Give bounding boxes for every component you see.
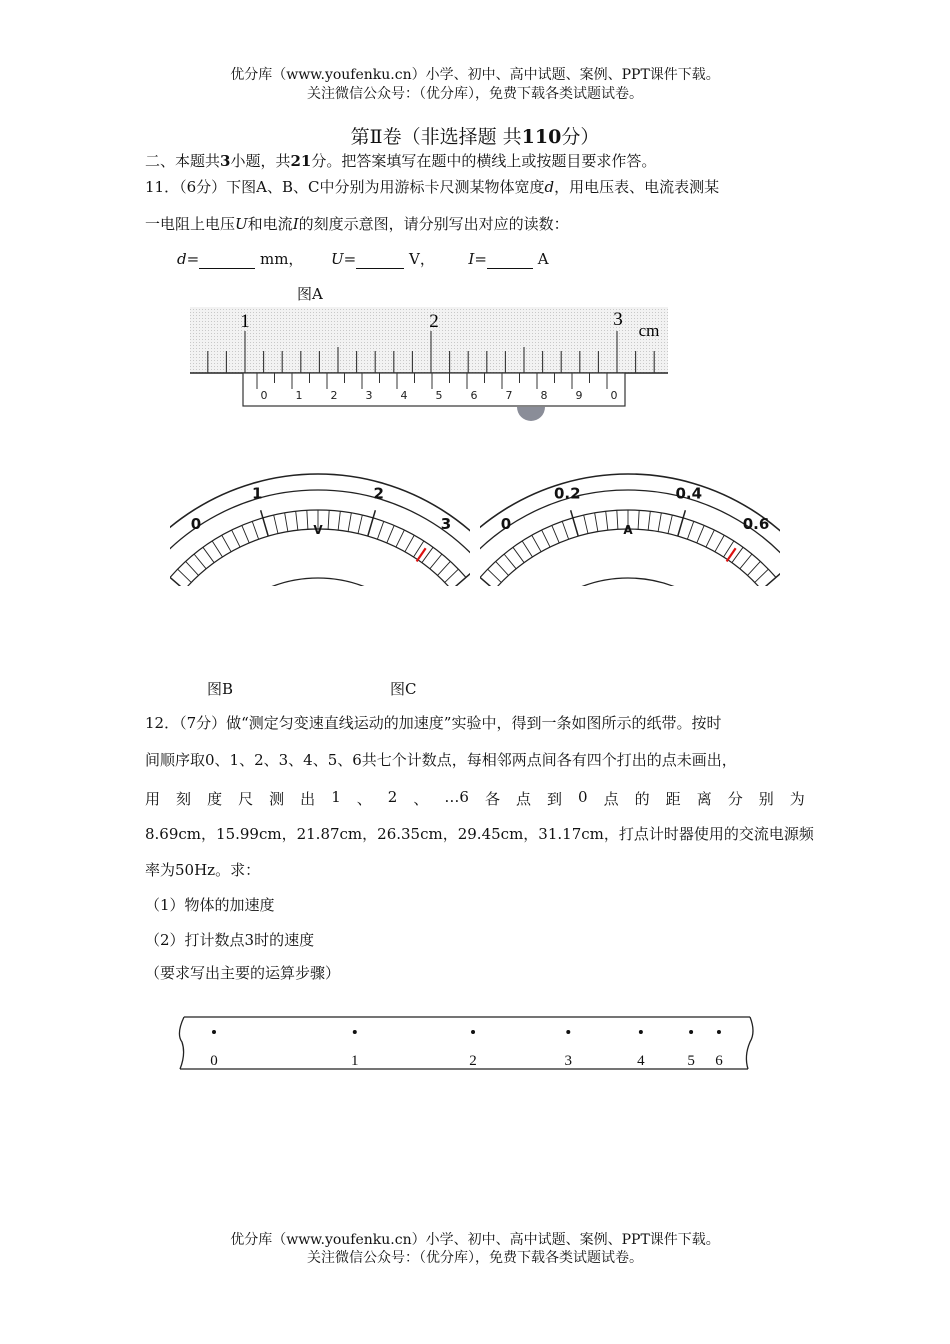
ammeter-symbol: A: [623, 523, 633, 537]
q12-line-3-word: 各: [484, 790, 500, 808]
q12-line-3-word: 尺: [238, 790, 254, 808]
meter-label: 0: [190, 515, 202, 533]
q12-line-3-word: 的: [634, 790, 650, 808]
tape-label: 0: [210, 1053, 218, 1069]
q12-line-3-word: 点: [515, 790, 531, 808]
header-line-1: 优分库（www.youfenku.cn）小学、初中、高中试题、案例、PPT课件下载。: [230, 67, 720, 83]
unit-cm: cm: [638, 321, 660, 340]
vernier-label: 1: [295, 389, 303, 402]
q12-line-4: 8.69cm，15.99cm，21.87cm，26.35cm，29.45cm，31.17cm，打点计时器使用的交流电源频: [145, 825, 814, 843]
q12-line-3-word: 出: [300, 790, 316, 808]
q12-line-3-word: 距: [665, 790, 681, 808]
answer-i: I= A: [468, 250, 549, 268]
q12-line-3-word: 测: [269, 790, 285, 808]
q12-line-3-word: …6: [444, 788, 469, 806]
caliper-knob: [517, 407, 545, 421]
fig-a-caption: 图A: [297, 285, 323, 303]
tape-dot: [717, 1030, 721, 1034]
vernier-label: 3: [365, 389, 373, 402]
title-prefix: 第Ⅱ卷（非选择题 共: [350, 126, 522, 148]
vernier-label: 8: [540, 389, 548, 402]
q12-sub-2: （2）打计数点3时的速度: [145, 931, 315, 949]
tape-dot: [639, 1030, 643, 1034]
header-line-2: 关注微信公众号：（优分库），免费下载各类试题试卷。: [307, 86, 643, 102]
q12-line-3-word: 为: [789, 790, 805, 808]
tape-right-edge: [746, 1017, 753, 1069]
tape-label: 5: [687, 1053, 695, 1069]
tape-dot: [471, 1030, 475, 1034]
title-suffix: 分）: [561, 126, 600, 148]
q12-line-3-word: 1: [331, 788, 341, 806]
q12-line-3-word: 0: [578, 788, 588, 806]
q12-line-3-word: 分: [727, 790, 743, 808]
tape-label: 1: [351, 1053, 359, 1069]
answer-u: U= V，: [330, 250, 435, 268]
vernier-caliper-figure: [186, 305, 672, 425]
vernier-label: 6: [470, 389, 478, 402]
fig-c-caption: 图C: [390, 680, 417, 698]
tape-label: 6: [715, 1053, 723, 1069]
vernier-label: 2: [330, 389, 338, 402]
tape-dot: [566, 1030, 570, 1034]
q12-line-3-word: 离: [696, 790, 712, 808]
paper-tape-figure: [176, 1012, 760, 1074]
meter-label: 0.2: [553, 484, 581, 503]
vernier-label: 9: [575, 389, 583, 402]
tape-left-edge: [179, 1017, 184, 1069]
meter-label: 3: [440, 515, 452, 533]
q12-line-1: 12．（7分）做“测定匀变速直线运动的加速度”实验中，得到一条如图所示的纸带。按时: [145, 714, 722, 732]
footer-line-2: 关注微信公众号：（优分库），免费下载各类试题试卷。: [307, 1250, 643, 1266]
q11-line-1: 11．（6分）下图A、B、C中分别为用游标卡尺测某物体宽度d，用电压表、电流表测某: [145, 178, 720, 196]
tape-dot: [353, 1030, 357, 1034]
main-label-1: 1: [240, 311, 250, 332]
voltmeter-figure: [170, 466, 470, 586]
answer-d: d= mm，: [177, 250, 304, 268]
tape-dot: [212, 1030, 216, 1034]
meter-label: 0.4: [675, 484, 703, 503]
title-score: 110: [521, 126, 562, 148]
q12-line-3-word: 刻: [176, 790, 192, 808]
q12-sub-3: （要求写出主要的运算步骤）: [145, 964, 341, 982]
answer-u-blank[interactable]: [356, 252, 404, 269]
q12-line-3-word: 、: [356, 790, 372, 808]
meter-label: 2: [373, 484, 384, 503]
meter-label: 0: [500, 515, 512, 533]
q12-line-3-word: 、: [413, 790, 429, 808]
vernier-label: 4: [400, 389, 408, 402]
q12-line-3-word: 用: [145, 790, 161, 808]
q11-line-2: 一电阻上电压U和电流I的刻度示意图，请分别写出对应的读数：: [145, 215, 569, 233]
main-label-3: 3: [613, 309, 623, 330]
q11-answer-line: [177, 249, 549, 269]
q12-line-3: [145, 788, 805, 809]
meter-label: 0.6: [742, 515, 770, 533]
fig-b-caption: 图B: [207, 680, 234, 698]
q12-line-3-word: 2: [387, 788, 398, 806]
q12-line-3-word: 到: [547, 790, 563, 808]
vernier-label: 0: [260, 389, 268, 402]
voltmeter-symbol: V: [313, 523, 323, 537]
q12-line-5: 率为50Hz。求：: [145, 861, 261, 879]
tape-label: 2: [469, 1053, 477, 1069]
tape-label: 4: [637, 1053, 645, 1069]
q12-line-3-word: 别: [758, 790, 774, 808]
answer-i-blank[interactable]: [487, 252, 533, 269]
q12-line-3-word: 度: [207, 790, 223, 808]
section-title: [0, 122, 950, 149]
footer-line-1: 优分库（www.youfenku.cn）小学、初中、高中试题、案例、PPT课件下载。: [230, 1232, 720, 1248]
vernier-label: 0: [610, 389, 618, 402]
answer-d-blank[interactable]: [199, 252, 255, 269]
q12-line-3-word: 点: [603, 790, 619, 808]
q12-sub-1: （1）物体的加速度: [145, 896, 275, 914]
ammeter-figure: [480, 466, 780, 586]
vernier-label: 7: [505, 389, 513, 402]
meter-label: 1: [252, 484, 263, 503]
q12-line-2: 间顺序取0、1、2、3、4、5、6共七个计数点，每相邻两点间各有四个打出的点未画出，: [145, 751, 737, 769]
vernier-label: 5: [435, 389, 443, 402]
main-label-2: 2: [429, 311, 439, 332]
tape-dot: [689, 1030, 693, 1034]
tape-label: 3: [564, 1053, 573, 1069]
section-intro: 二、本题共3小题，共21分。把答案填写在题中的横线上或按题目要求作答。: [145, 152, 657, 170]
